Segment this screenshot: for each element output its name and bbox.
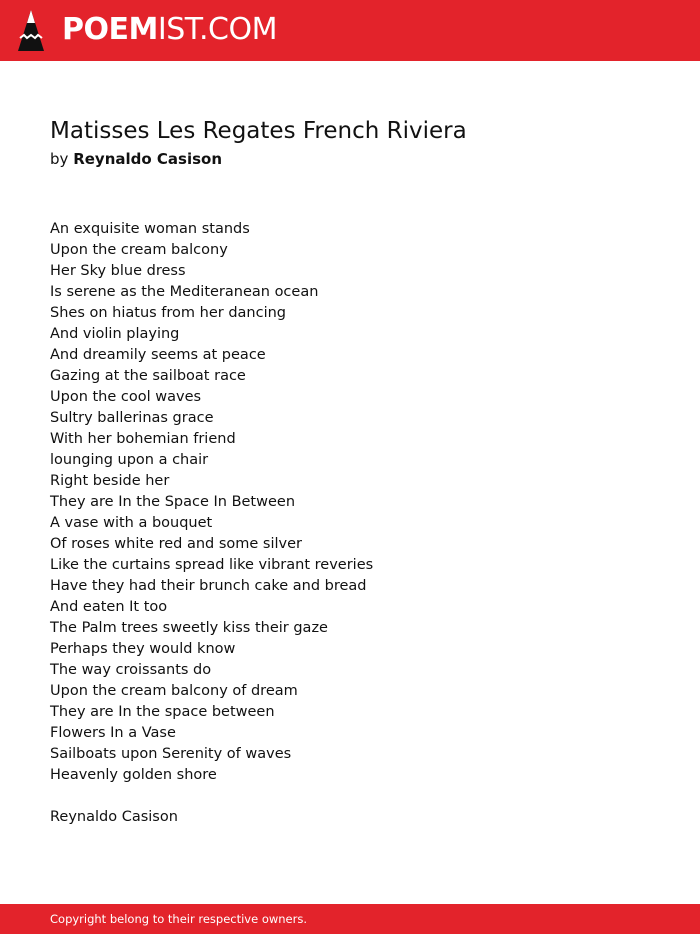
poem-line: The way croissants do (50, 662, 212, 678)
by-label: by (50, 150, 69, 168)
poem-line: Gazing at the sailboat race (50, 368, 246, 384)
logo-light-text: IST.COM (157, 12, 277, 47)
poem-line: Sailboats upon Serenity of waves (50, 746, 292, 762)
poem-line: Is serene as the Mediteranean ocean (50, 284, 319, 300)
poem-line: Flowers In a Vase (50, 725, 176, 741)
poem-signature: Reynaldo Casison (50, 809, 178, 825)
poem-line: Like the curtains spread like vibrant reveries (50, 557, 374, 573)
copyright-notice: Copyright belong to their respective owners. (50, 912, 308, 926)
poem-line: Upon the cream balcony (50, 242, 228, 258)
poem-line: Her Sky blue dress (50, 263, 186, 279)
poem-line: They are In the space between (50, 704, 275, 720)
poem-line: And dreamily seems at peace (50, 347, 266, 363)
poem-line: Perhaps they would know (50, 641, 236, 657)
poem-line: Of roses white red and some silver (50, 536, 302, 552)
poem-line: Have they had their brunch cake and bread (50, 578, 367, 594)
poem-line: And eaten It too (50, 599, 168, 615)
poem-line: Sultry ballerinas grace (50, 410, 214, 426)
poem-title: Matisses Les Regates French Riviera (50, 118, 467, 144)
poem-line: lounging upon a chair (50, 452, 209, 468)
poem-line: An exquisite woman stands (50, 221, 250, 237)
author-name: Reynaldo Casison (73, 150, 223, 168)
pencil-tip-icon[interactable] (18, 10, 44, 51)
site-header (0, 0, 700, 61)
logo-bold-text: POEM (62, 12, 158, 47)
site-logo[interactable] (62, 12, 277, 48)
poem-body (50, 219, 373, 786)
poem-line: Upon the cream balcony of dream (50, 683, 298, 699)
poem-line: They are In the Space In Between (50, 494, 296, 510)
poem-line: And violin playing (50, 326, 180, 342)
poem-line: The Palm trees sweetly kiss their gaze (50, 620, 328, 636)
poem-line: A vase with a bouquet (50, 515, 213, 531)
poem-line: Heavenly golden shore (50, 767, 217, 783)
poem-line: With her bohemian friend (50, 431, 236, 447)
byline (50, 149, 222, 169)
site-footer (0, 904, 700, 934)
poem-line: Shes on hiatus from her dancing (50, 305, 287, 321)
poem-line: Upon the cool waves (50, 389, 202, 405)
poem-line: Right beside her (50, 473, 170, 489)
